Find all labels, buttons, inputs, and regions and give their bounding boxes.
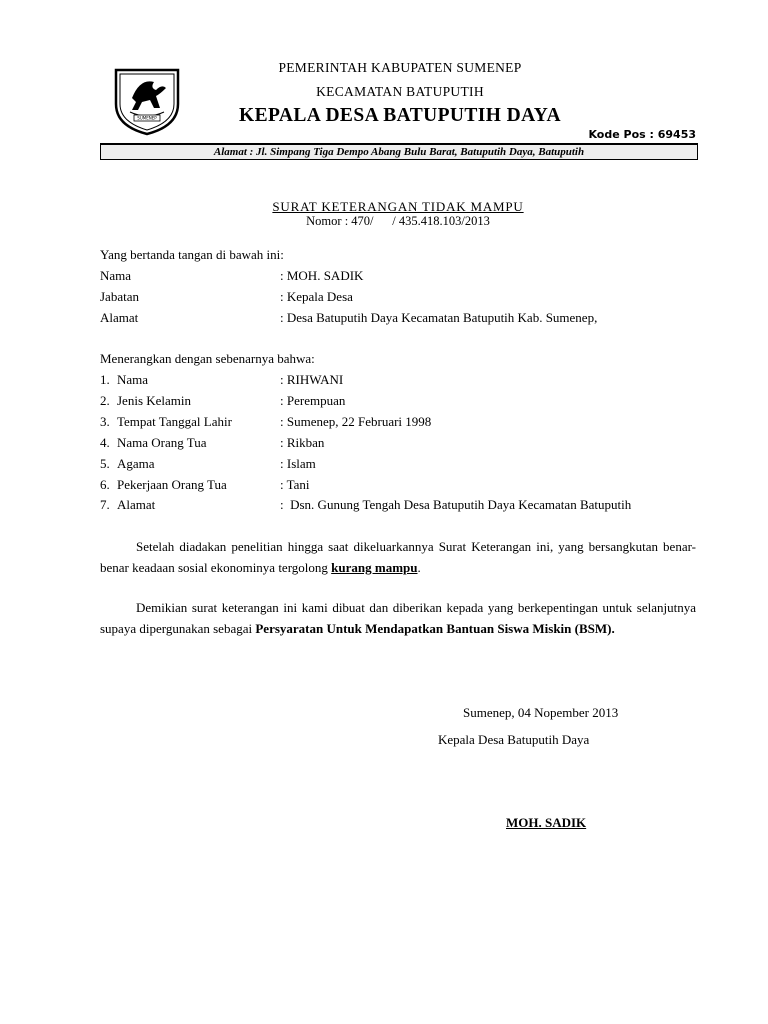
letterhead-district: KECAMATAN BATUPUTIH bbox=[316, 84, 484, 99]
document-number: Nomor : 470/ / 435.418.103/2013 bbox=[306, 214, 490, 228]
subject-label: Alamat bbox=[117, 497, 156, 512]
signatory-label: Nama bbox=[100, 268, 132, 283]
signature-name: MOH. SADIK bbox=[506, 815, 587, 830]
subject-number: 3. bbox=[100, 414, 110, 429]
signatory-value: : Kepala Desa bbox=[280, 289, 353, 304]
subject-value: : Rikban bbox=[280, 435, 325, 450]
subject-value: : RIHWANI bbox=[280, 372, 344, 387]
signatory-label: Jabatan bbox=[100, 289, 139, 304]
paragraph-closing: Demikian surat keterangan ini kami dibuat dan diberikan kepada yang berkepentingan untuk selanjutnya supaya dipergunakan sebagai Persyaratan Untuk Mendapatkan Bantuan Siswa Miskin (BSM). bbox=[100, 600, 696, 636]
signatory-intro: Yang bertanda tangan di bawah ini: bbox=[100, 247, 284, 262]
signature-position: Kepala Desa Batuputih Daya bbox=[438, 732, 590, 747]
subject-value: : Islam bbox=[280, 456, 316, 471]
document-title: SURAT KETERANGAN TIDAK MAMPU bbox=[272, 199, 524, 214]
subject-value: : Tani bbox=[280, 477, 310, 492]
emblem-text: SUMENEP bbox=[137, 115, 157, 121]
subject-intro: Menerangkan dengan sebenarnya bahwa: bbox=[100, 351, 315, 366]
office-address-bar: Alamat : Jl. Simpang Tiga Dempo Abang Bulu Barat, Batuputih Daya, Batuputih bbox=[100, 143, 698, 160]
subject-number: 4. bbox=[100, 435, 110, 450]
subject-value: : Dsn. Gunung Tengah Desa Batuputih Daya Kecamatan Batuputih bbox=[280, 497, 632, 512]
subject-value: : Sumenep, 22 Februari 1998 bbox=[280, 414, 432, 429]
signatory-value: : Desa Batuputih Daya Kecamatan Batuputih Kab. Sumenep, bbox=[280, 310, 598, 325]
letterhead-village-head: KEPALA DESA BATUPUTIH DAYA bbox=[239, 105, 561, 126]
subject-label: Nama Orang Tua bbox=[117, 435, 207, 450]
subject-number: 5. bbox=[100, 456, 110, 471]
subject-number: 1. bbox=[100, 372, 110, 387]
postal-code: Kode Pos : 69453 bbox=[588, 128, 696, 141]
signatory-label: Alamat bbox=[100, 310, 139, 325]
letterhead-government: PEMERINTAH KABUPATEN SUMENEP bbox=[278, 60, 522, 75]
subject-value: : Perempuan bbox=[280, 393, 346, 408]
subject-label: Agama bbox=[117, 456, 155, 471]
subject-number: 7. bbox=[100, 497, 110, 512]
subject-label: Jenis Kelamin bbox=[117, 393, 192, 408]
emphasis-purpose: Persyaratan Untuk Mendapatkan Bantuan Siswa Miskin (BSM). bbox=[255, 621, 615, 636]
subject-label: Tempat Tanggal Lahir bbox=[117, 414, 232, 429]
signatory-value: : MOH. SADIK bbox=[280, 268, 364, 283]
subject-number: 2. bbox=[100, 393, 110, 408]
paragraph-findings: Setelah diadakan penelitian hingga saat dikeluarkannya Surat Keterangan ini, yang bersangkutan benar-benar keadaan sosial ekonominya tergolong kurang mampu. bbox=[100, 539, 696, 575]
emphasis-kurang-mampu: kurang mampu bbox=[331, 560, 418, 575]
subject-number: 6. bbox=[100, 477, 110, 492]
subject-label: Pekerjaan Orang Tua bbox=[117, 477, 227, 492]
regency-emblem-logo bbox=[110, 64, 184, 138]
subject-label: Nama bbox=[117, 372, 149, 387]
signature-place-date: Sumenep, 04 Nopember 2013 bbox=[463, 705, 619, 720]
